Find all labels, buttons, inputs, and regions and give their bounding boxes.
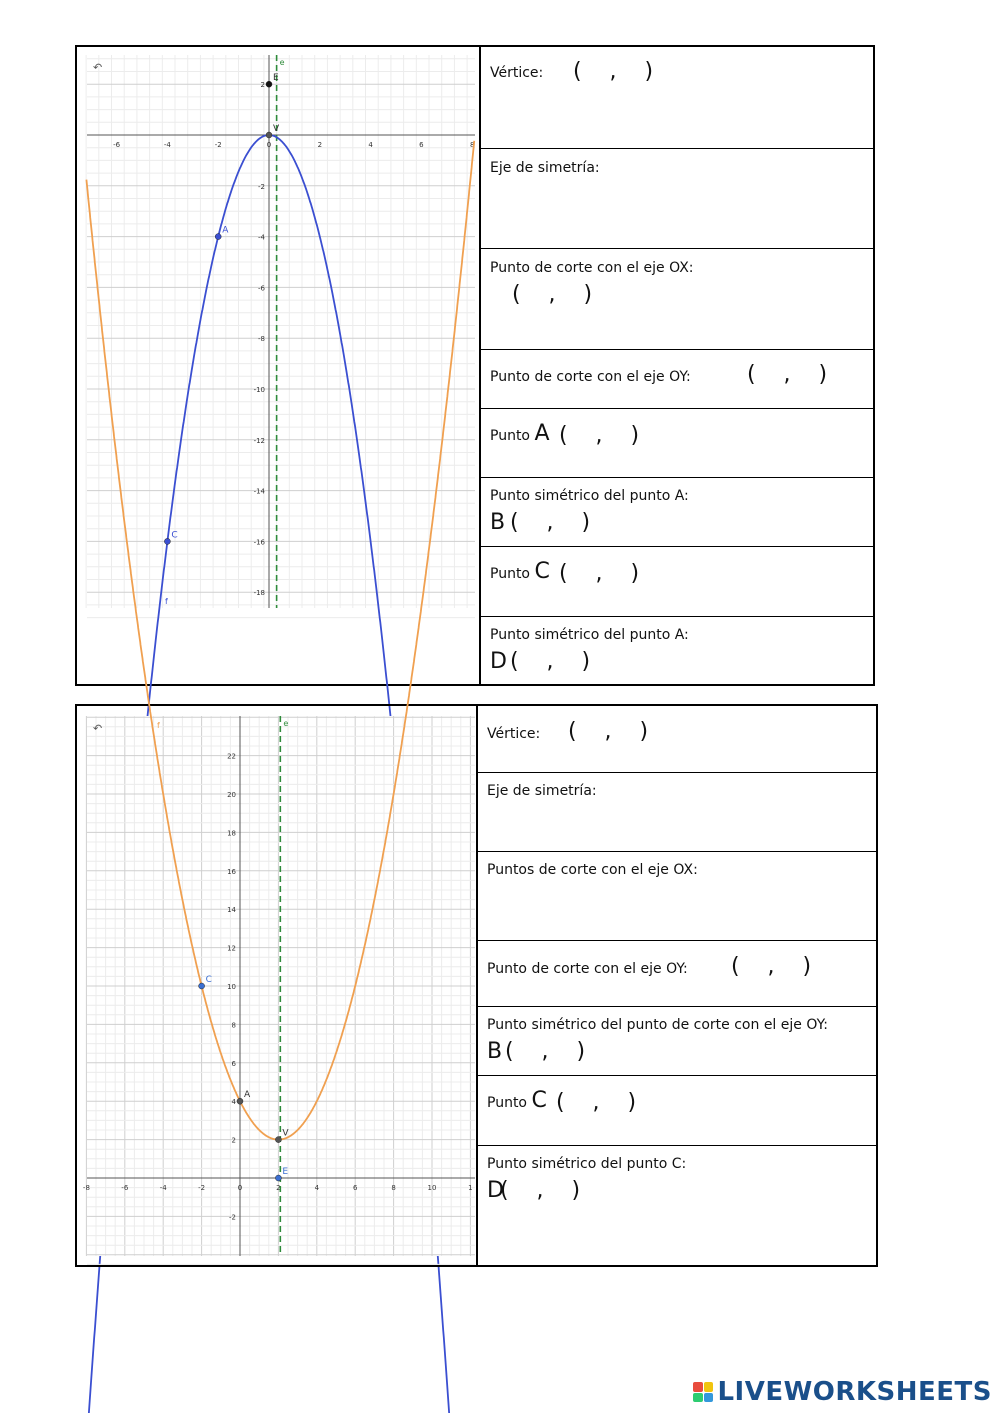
answer-slot[interactable]: ( , )	[510, 510, 591, 535]
parabola-plot-2	[82, 716, 475, 1256]
undo-icon: ↶	[93, 61, 103, 74]
x-tick-label: -6	[121, 1184, 129, 1192]
row-label: Punto de corte con el eje OY:	[487, 961, 688, 977]
row-label: Punto simétrico del punto C:	[487, 1156, 687, 1172]
row-label: Punto simétrico del punto de corte con el eje OY:	[487, 1017, 828, 1033]
point-letter: B	[487, 1039, 503, 1064]
y-tick-label: -14	[253, 487, 265, 496]
x-tick-label: -2	[214, 141, 222, 149]
point-label: C	[205, 975, 212, 985]
row-label: Punto de corte con el eje OX:	[490, 260, 694, 276]
undo-icon: ↶	[93, 722, 103, 735]
row-label: Punto C	[487, 1088, 547, 1113]
row-vertex	[478, 706, 878, 772]
point-c	[164, 538, 170, 544]
y-tick-label: 22	[227, 752, 236, 761]
y-tick-label: -10	[253, 386, 265, 394]
x-tick-label: 4	[368, 141, 373, 149]
row-label: Punto simétrico del punto A:	[490, 627, 689, 643]
logo-text: LIVEWORKSHEETS	[717, 1377, 992, 1407]
row-symmetry-axis	[478, 772, 878, 851]
parabola-plot-1	[87, 55, 475, 608]
x-tick-label: 0	[237, 1184, 243, 1192]
row-symmetry-axis	[481, 148, 875, 248]
row-point-b	[481, 477, 875, 546]
row-point-c	[478, 1075, 878, 1145]
point-a	[237, 1098, 243, 1104]
answer-slot[interactable]: ( , )	[556, 1090, 637, 1115]
answer-slot[interactable]: ( , )	[559, 423, 640, 448]
x-tick-label: -4	[163, 141, 171, 149]
y-tick-label: 20	[227, 791, 236, 799]
x-tick-label: 0	[266, 141, 272, 149]
y-tick-label: 14	[227, 906, 236, 915]
row-label: Puntos de corte con el eje OX:	[487, 862, 698, 878]
point-e	[266, 81, 272, 87]
y-tick-label: -16	[253, 538, 265, 547]
x-tick-label: -8	[82, 1184, 90, 1192]
graph-2	[82, 716, 475, 1256]
answers-table-1	[481, 47, 875, 684]
x-tick-label: -6	[113, 141, 121, 149]
curve-label: f	[157, 721, 160, 730]
point-c	[199, 983, 205, 989]
symmetry-axis-label: e	[279, 58, 285, 67]
y-tick-label: 2	[260, 81, 265, 90]
y-tick-label: -8	[258, 335, 265, 344]
y-tick-label: -4	[258, 233, 265, 242]
row-ox-intersection	[481, 248, 875, 349]
row-point-b	[478, 1006, 878, 1075]
liveworksheets-logo	[693, 1377, 992, 1407]
point-label: A	[244, 1090, 251, 1101]
row-vertex	[481, 47, 875, 148]
x-tick-label: 10	[427, 1184, 437, 1192]
y-tick-label: -2	[258, 182, 265, 191]
row-point-c	[481, 546, 875, 616]
answer-slot[interactable]: ( , )	[505, 1039, 586, 1064]
x-tick-label: 4	[314, 1184, 320, 1192]
x-tick-label: -4	[159, 1184, 167, 1192]
point-letter: B	[490, 510, 506, 535]
x-tick-label: 6	[419, 141, 424, 149]
row-point-d	[481, 616, 875, 684]
answer-slot[interactable]: ( , )	[500, 1178, 581, 1203]
point-v	[275, 1137, 281, 1143]
curve-label: f	[165, 597, 168, 606]
point-label: V	[282, 1128, 289, 1139]
x-tick-label: 8	[469, 141, 475, 149]
answer-slot[interactable]: ( , )	[568, 719, 649, 744]
point-label: V	[273, 124, 280, 134]
y-tick-label: 8	[231, 1021, 236, 1030]
answer-slot[interactable]: ( , )	[747, 362, 828, 387]
x-tick-label: 1	[468, 1184, 473, 1192]
row-label: Eje de simetría:	[490, 160, 600, 176]
point-letter: D	[490, 649, 507, 674]
y-tick-label: -2	[229, 1213, 236, 1222]
row-label: Vértice:	[487, 726, 541, 742]
x-tick-label: 2	[276, 1184, 281, 1192]
row-label: Vértice:	[490, 65, 544, 81]
row-label: Punto de corte con el eje OY:	[490, 369, 691, 385]
row-label: Eje de simetría:	[487, 783, 597, 799]
y-tick-label: -18	[253, 589, 265, 598]
y-tick-label: -12	[253, 436, 265, 445]
point-a	[215, 234, 221, 240]
y-tick-label: 16	[227, 867, 236, 876]
y-tick-label: 10	[227, 983, 236, 991]
y-tick-label: 18	[227, 829, 236, 838]
y-tick-label: 2	[231, 1136, 236, 1145]
answers-table-2	[478, 706, 878, 1265]
point-v	[266, 132, 272, 138]
y-tick-label: 6	[231, 1059, 236, 1068]
x-tick-label: 8	[391, 1184, 396, 1192]
row-point-d	[478, 1145, 878, 1265]
row-oy-intersection	[481, 349, 875, 408]
row-label: Punto simétrico del punto A:	[490, 488, 689, 504]
graph-1	[87, 55, 475, 608]
point-e	[275, 1175, 281, 1181]
row-ox-intersections	[478, 851, 878, 940]
point-label: A	[222, 225, 229, 236]
answer-slot[interactable]: ( , )	[510, 649, 591, 674]
answer-slot[interactable]: ( , )	[559, 561, 640, 586]
row-label: Punto C	[490, 559, 550, 584]
x-tick-label: -2	[198, 1184, 206, 1192]
point-label: E	[273, 73, 279, 84]
row-label: Punto A	[490, 421, 550, 446]
row-oy-intersection	[478, 940, 878, 1006]
y-tick-label: -6	[258, 284, 265, 293]
x-tick-label: 6	[352, 1184, 358, 1192]
answer-slot[interactable]: ( , )	[512, 282, 593, 307]
answer-slot[interactable]: ( , )	[573, 59, 654, 84]
y-tick-label: 12	[227, 944, 236, 953]
point-label: C	[171, 530, 178, 541]
worksheet-2	[75, 704, 878, 1267]
y-tick-label: 4	[231, 1098, 236, 1107]
logo-icon	[693, 1382, 713, 1402]
x-tick-label: 2	[317, 141, 323, 149]
row-point-a	[481, 408, 875, 477]
answer-slot[interactable]: ( , )	[731, 954, 812, 979]
point-label: E	[282, 1167, 289, 1177]
symmetry-axis-label: e	[283, 719, 289, 728]
point-letter: D	[487, 1178, 504, 1203]
